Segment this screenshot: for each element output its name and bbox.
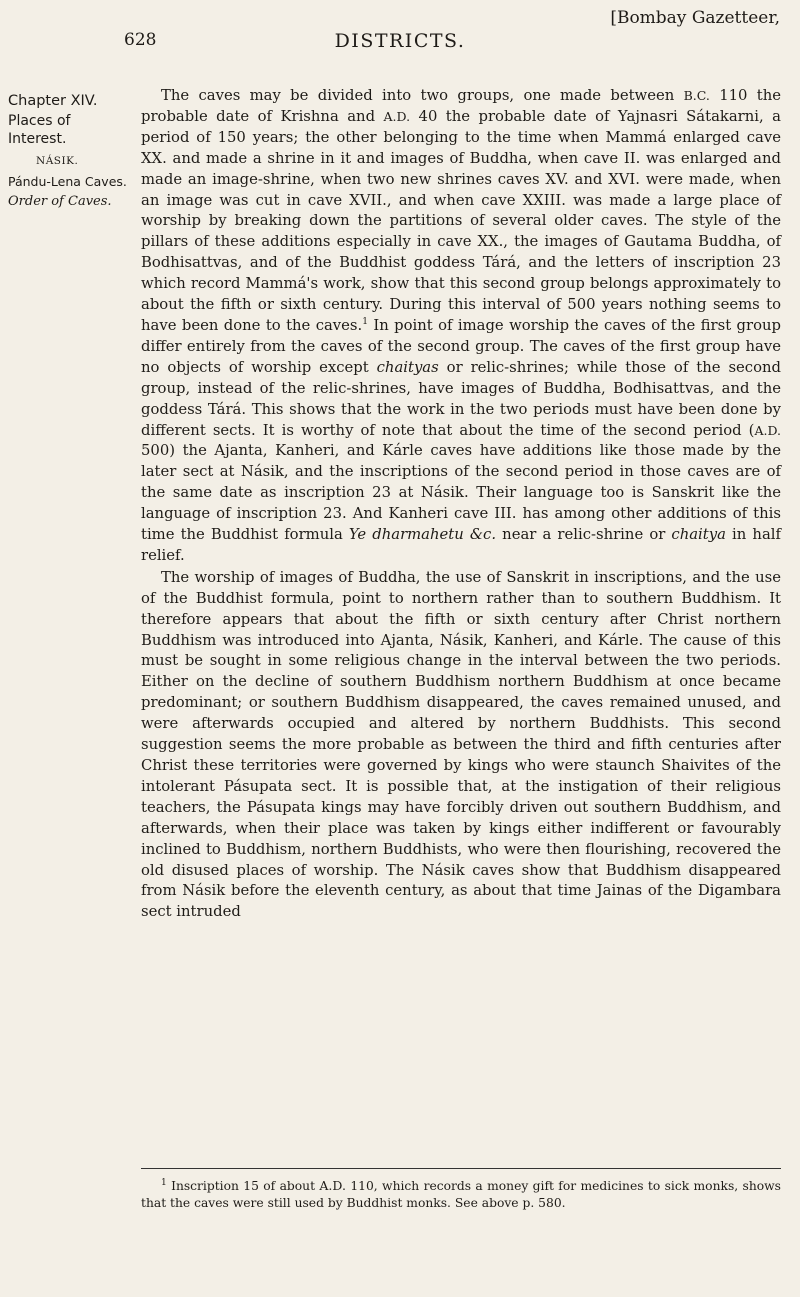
text-run: near a relic-shrine or — [496, 526, 672, 544]
text-run: The worship of images of Buddha, the use of Sanskrit in inscriptions, and the use of the Buddhist formula, point to northern rather than to southern Buddhism. It therefore appears that about the fifth or sixth century after Christ northern Buddhism was introduced into Ajanta, Násik, Kanheri, and Kárle. The cause of this must be sought in some religious change in the interval between the two periods. Either on the decline of southern Buddhism northern Buddhism at once became predominant; or southern Buddhism disappeared, the caves remained unused, and were afterwards occupied and altered by northern Buddhists. This second suggestion seems the more probable as between the third and fifth centuries after Christ these territories were governed by kings who were staunch Shaivites of the intolerant Pásupata sect. It is possible that, at the instigation of their religious teachers, the Pásupata kings may have forcibly driven out southern Buddhism, and afterwards, when their place was taken by kings either indifferent or favourably inclined to Buddhism, northern Buddhists, who were then flourishing, recovered the old disused places of worship. The Násik caves show that Buddhism disappeared from Násik before the eleventh century, as about that time Jainas of the Digambara sect intruded — [141, 568, 781, 921]
page-number: 628 — [124, 30, 157, 50]
era-abbrev: A.D. — [383, 108, 411, 124]
text-run: or relic-shrines; while those of the second group, instead of the relic-shrines, have images of Buddha, Bodhisattvas, and the goddess Tárá. This shows that the work in the two periods must have been done by different sects. It is worthy of note that about the time of the second period ( — [141, 358, 781, 439]
footnote-marker: 1 — [161, 1177, 167, 1188]
paragraph — [141, 568, 781, 923]
running-head: DISTRICTS. — [334, 30, 466, 52]
sidenote-chapter: Chapter XIV. — [8, 93, 98, 109]
sidenote-pandu-lena-caves: Pándu-Lena Caves. — [8, 174, 127, 189]
text-run: In point of image worship the caves of the first group differ entirely from the caves of the second group. The caves of the first group have no objects of worship except — [141, 316, 781, 376]
margin-sidenotes — [8, 92, 128, 211]
era-abbrev: B.C. — [683, 88, 710, 103]
body-text — [141, 86, 781, 923]
text-run: Inscription 15 of about — [166, 1179, 320, 1193]
gazetteer-title: [Bombay Gazetteer, — [610, 8, 780, 28]
text-run: 40 the probable date of Yajnasri Sátakarni, a period of 150 years; the other belonging to the time when Mammá enlarged cave XX. and made a shrine in it and images of Buddha, when cave II. was enlarged and made an image-shrine, when two new shrines caves XV. and XVI. were made, when an image was cut in cave XVII., and when cave XXIII. was made a large place of worship by breaking down the partitions of several older caves. The style of the pillars of these additions especially in cave XX., the images of Gautama Buddha, of Bodhisattvas, and of the Buddhist goddess Tárá, and the letters of inscription 23 which record Mammá's work, show that this second group belongs approximately to about the fifth or sixth century. During this interval of 500 years nothing seems to have been done to the caves. — [141, 107, 781, 334]
era-abbrev: A.D. — [319, 1178, 346, 1193]
paragraph — [141, 86, 781, 567]
sidenote-places-of-interest: Places of Interest. — [8, 113, 71, 147]
text-run: The caves may be divided into two groups, one made between — [161, 87, 684, 104]
page-header — [0, 0, 800, 60]
footnote-marker: 1 — [362, 317, 368, 328]
italic-term: chaitya — [671, 526, 726, 544]
text-run: in half relief. — [141, 526, 781, 564]
italic-term: chaityas — [376, 358, 439, 376]
italic-term: Ye dharmahetu &c. — [348, 526, 497, 544]
sidenote-nasik: NÁSIK. — [36, 155, 79, 167]
sidenote-order-of-caves: Order of Caves. — [8, 194, 112, 209]
era-abbrev: A.D. — [754, 422, 781, 438]
footnote — [141, 1177, 781, 1212]
text-run: 500) the Ajanta, Kanheri, and Kárle caves have additions like those made by the later sect at Násik, and the inscriptions of the second period in those caves are of the same date as inscription 23 at Násik. Their language too is Sanskrit like the language of inscription 23. And Kanheri cave III. has among other additions of this time the Buddhist formula — [141, 442, 781, 544]
text-run: 110 the probable date of Krishna and — [141, 87, 781, 125]
text-run: 110, which records a money gift for medicines to sick monks, shows that the caves were still used by Buddhist monks. See above p. 580. — [141, 1179, 781, 1210]
footnote-divider — [141, 1168, 781, 1169]
